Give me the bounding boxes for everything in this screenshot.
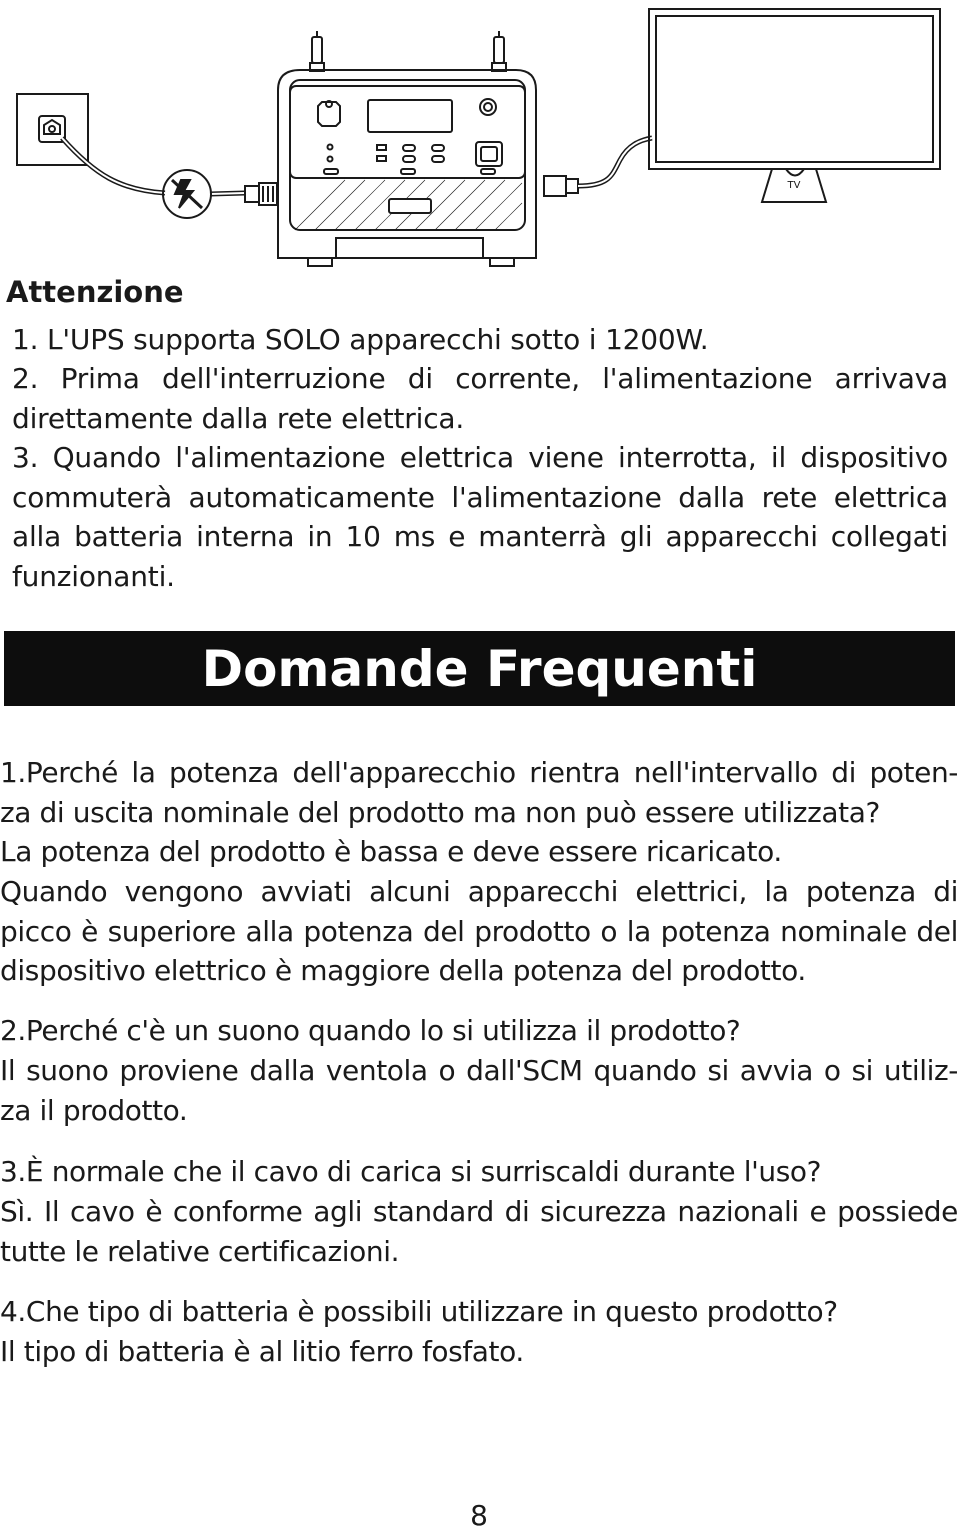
power-station-icon [278,31,536,266]
faq-question: 3.È normale che il cavo di carica si surriscaldi durante l'uso? [0,1155,822,1188]
faq-answer: Il suono proviene dalla ventola o dall'SCM quando si avvia o si utiliz- za il prodotto. [0,1054,958,1127]
faq-question: 2.Perché c'è un suono quando lo si utilizza il prodotto? [0,1014,741,1047]
faq-question: 4.Che tipo di batteria è possibili utilizzare in questo prodotto? [0,1295,838,1328]
faq-answer: Il tipo di batteria è al litio ferro fosfato. [0,1335,524,1368]
tv-label: TV [787,180,801,191]
page-number: 8 [470,1499,488,1532]
attention-item: 3. Quando l'alimentazione elettrica viene interrotta, il dispositivo commuterà automaticamente l'alimentazione dalla rete elettrica alla batteria interna in 10 ms e manterrà gli apparecchi collegati funzionanti. [12,441,948,593]
plug-icon [544,176,578,196]
no-power-icon [163,170,211,218]
attention-item: 2. Prima dell'interruzione di corrente, l'alimentazione arrivava direttamente dalla rete elettrica. [12,362,948,435]
faq-answer: La potenza del prodotto è bassa e deve essere ricaricato. [0,835,782,868]
faq-answer: Sì. Il cavo è conforme agli standard di sicurezza nazionali e possiede tutte le relative certificazioni. [0,1195,958,1268]
attention-item: 1. L'UPS supporta SOLO apparecchi sotto i 1200W. [12,323,709,356]
plug-icon [245,183,277,205]
faq-banner [4,631,955,706]
attention-title: Attenzione [6,275,184,309]
faq-title: Domande Frequenti [201,639,758,698]
ups-connection-diagram [0,0,958,270]
faq-question: 1.Perché la potenza dell'apparecchio rientra nell'intervallo di poten- za di uscita nominale del prodotto ma non può essere utilizzata? [0,756,958,829]
tv-icon [649,9,940,202]
faq-answer: Quando vengono avviati alcuni apparecchi elettrici, la potenza di picco è superiore alla potenza del prodotto o la potenza nominale del dispositivo elettrico è maggiore della potenza del prodotto. [0,875,958,988]
